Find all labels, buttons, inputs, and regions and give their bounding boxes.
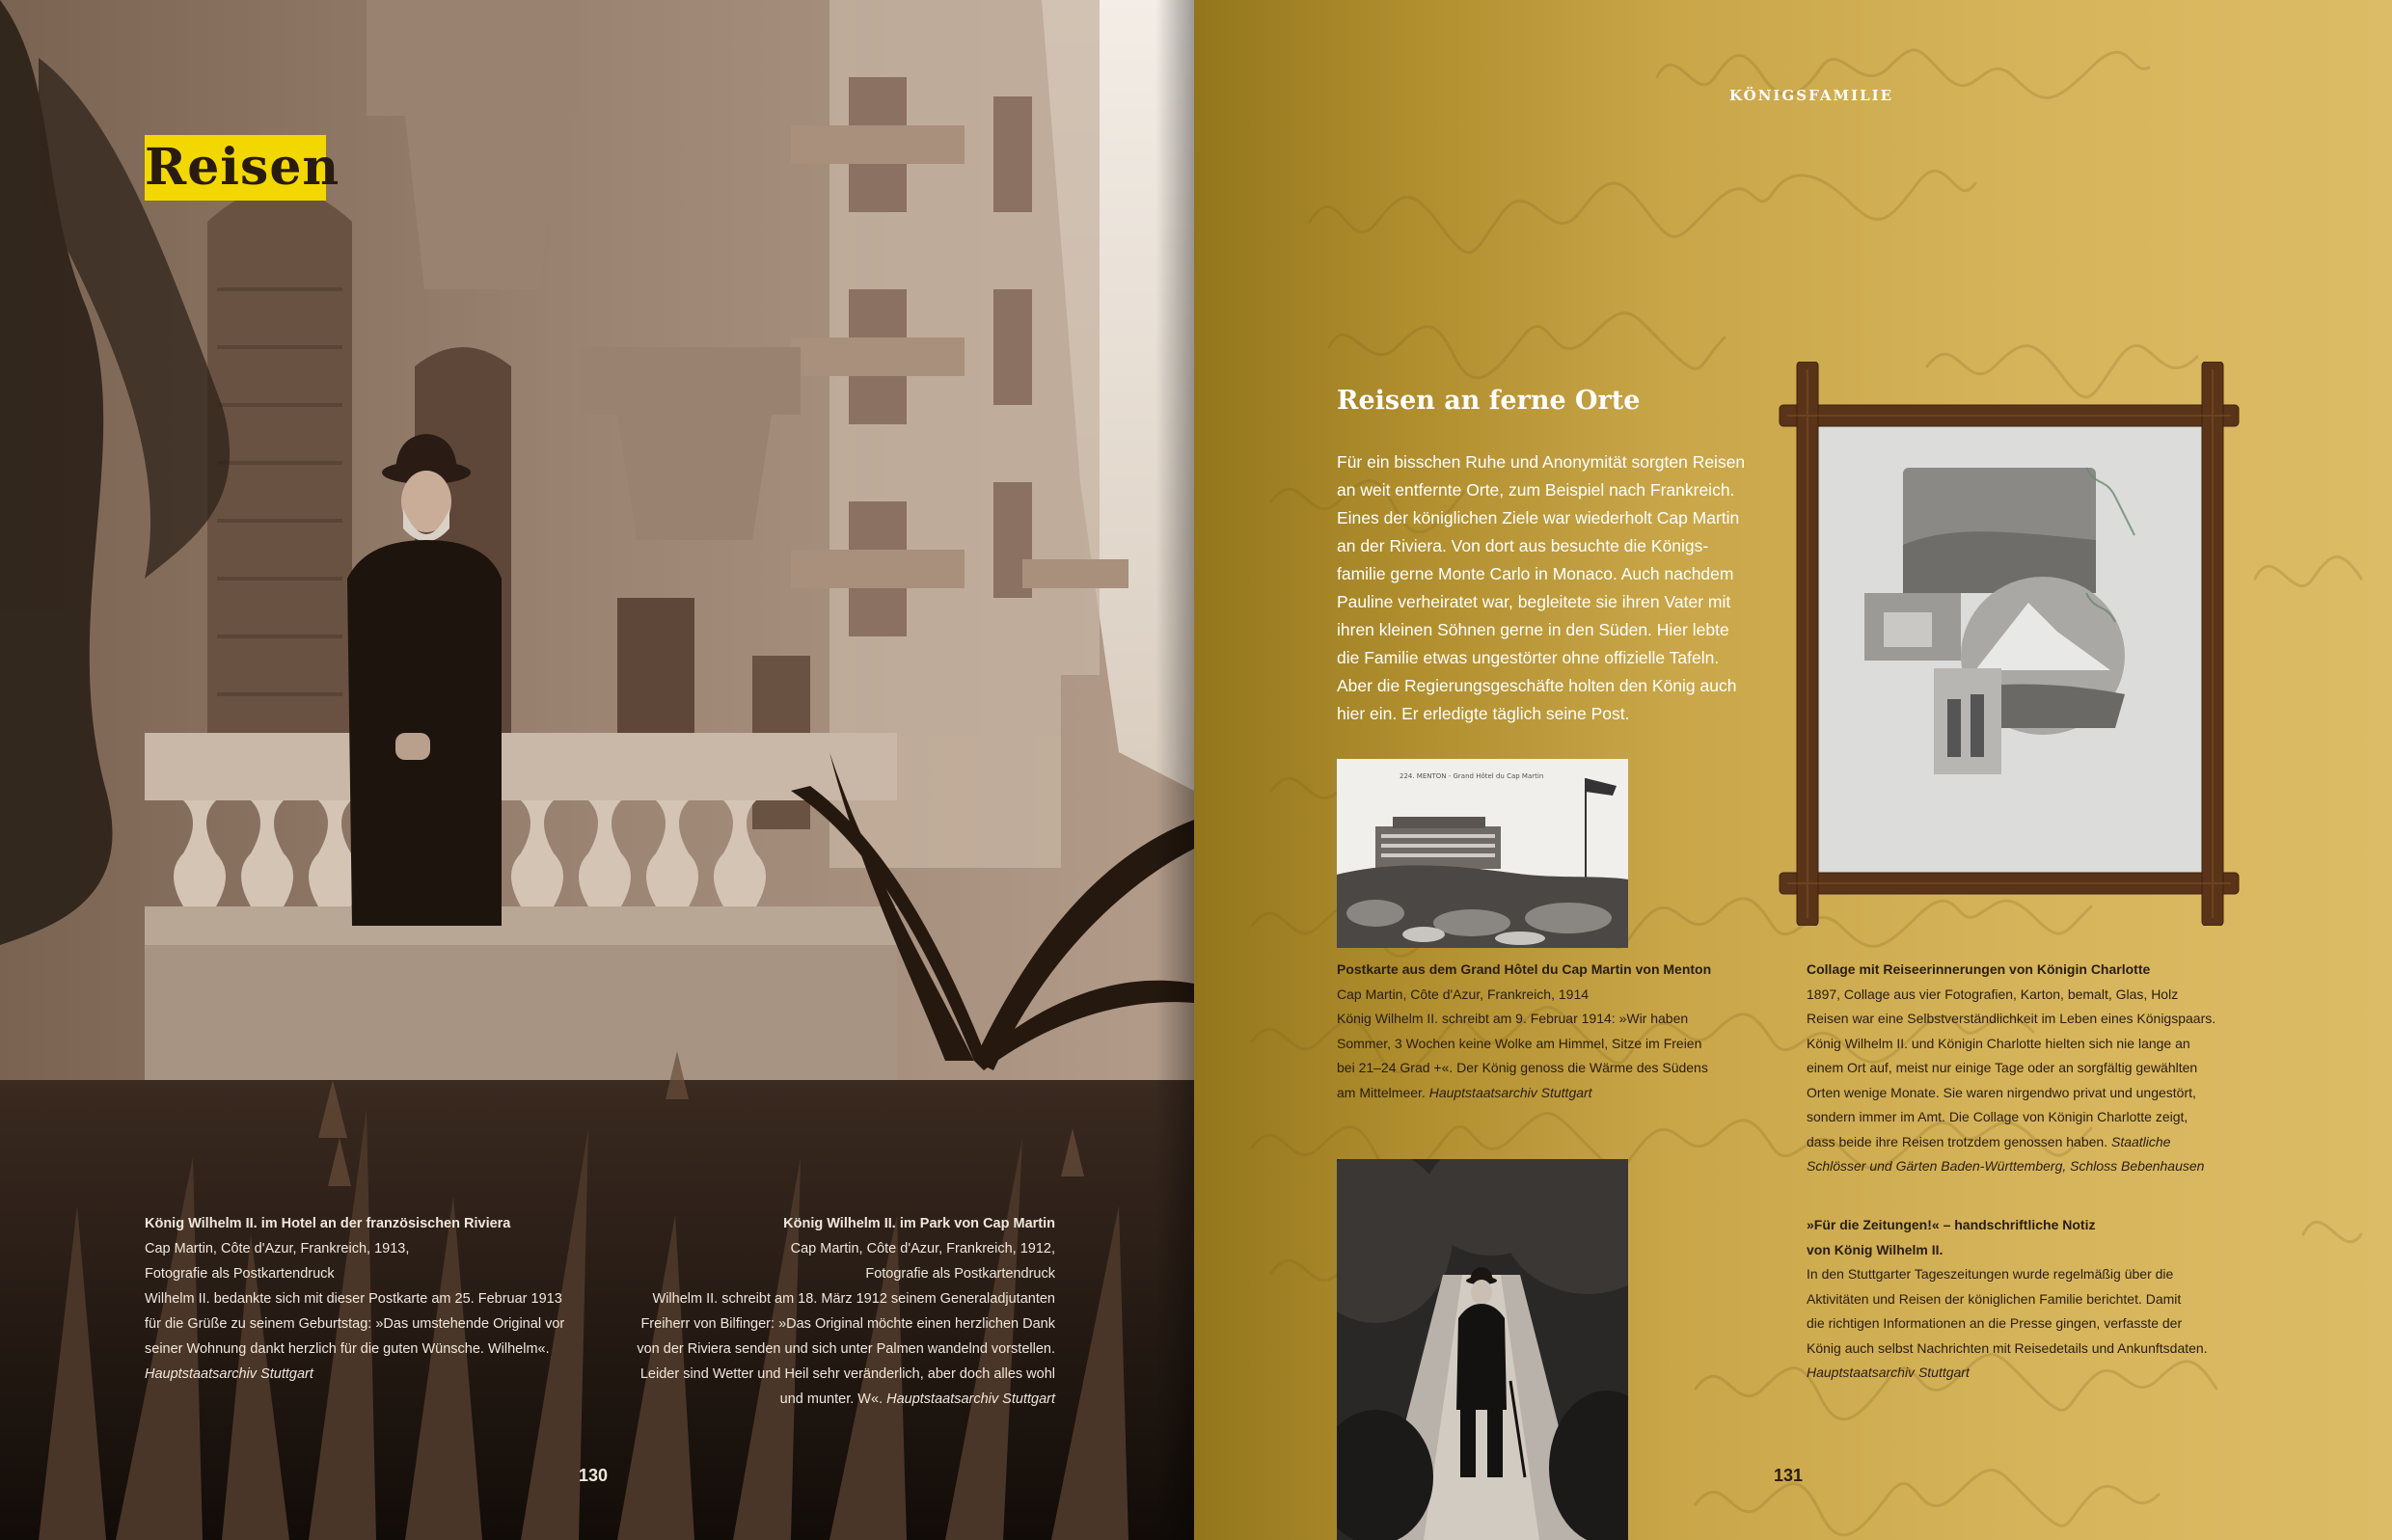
caption-source: Schlösser und Gärten Baden-Württemberg, Schloss Bebenhausen xyxy=(1807,1158,2205,1174)
article-line: Aber die Regierungsgeschäfte holten den König auch xyxy=(1337,676,1737,695)
caption-line: einem Ort auf, meist nur einige Tage oder an sorgfältig gewählten xyxy=(1807,1060,2198,1075)
right-page xyxy=(1194,0,2392,1540)
postcard-inscription: 224. MENTON - Grand Hôtel du Cap Martin xyxy=(1400,772,1544,780)
caption-line: sondern immer im Amt. Die Collage von Königin Charlotte zeigt, xyxy=(1807,1109,2188,1124)
section-label: Reisen xyxy=(145,135,326,201)
page-number: 130 xyxy=(579,1466,609,1485)
caption-line: Cap Martin, Côte d'Azur, Frankreich, 1913, xyxy=(145,1241,410,1256)
caption-line: König Wilhelm II. und Königin Charlotte hielten sich nie lange an xyxy=(1807,1035,2190,1051)
caption-line-end: und munter. W«. xyxy=(779,1391,883,1407)
caption-postcard xyxy=(1337,958,1761,1105)
caption-line xyxy=(1337,1081,1761,1106)
article-line: Für ein bisschen Ruhe und Anonymität sorgten Reisen xyxy=(1337,452,1746,472)
caption-line: von der Riviera senden und sich unter Palmen wandelnd vorstellen. xyxy=(637,1341,1055,1357)
caption-line: Cap Martin, Côte d'Azur, Frankreich, 1912, xyxy=(790,1241,1055,1256)
caption-line xyxy=(598,1387,1055,1412)
caption-line-end: am Mittelmeer. xyxy=(1337,1084,1426,1100)
caption-line: 1897, Collage aus vier Fotografien, Karton, bemalt, Glas, Holz xyxy=(1807,986,2179,1002)
article-line: familie gerne Monte Carlo in Monaco. Auch nachdem xyxy=(1337,564,1734,583)
article-body xyxy=(1337,448,1771,728)
collage-frame xyxy=(1768,362,2250,926)
caption-line: Sommer, 3 Wochen keine Wolke am Himmel, Sitze im Freien xyxy=(1337,1035,1702,1051)
caption-source: Hauptstaatsarchiv Stuttgart xyxy=(1807,1364,1970,1380)
caption-line: Wilhelm II. schreibt am 18. März 1912 seinem Generaladjutanten xyxy=(652,1291,1055,1307)
caption-line: König auch selbst Nachrichten mit Reisedetails und Ankunftsdaten. xyxy=(1807,1339,2208,1356)
article-line: die Familie etwas ungestörter ohne offizielle Tafeln. xyxy=(1337,648,1720,667)
caption-balcony xyxy=(145,1211,598,1387)
caption-title: »Für die Zeitungen!« – handschriftliche Notiz xyxy=(1807,1217,2096,1232)
caption-line xyxy=(1807,1130,2250,1155)
caption-line: Fotografie als Postkartendruck xyxy=(145,1266,335,1282)
caption-source: Hauptstaatsarchiv Stuttgart xyxy=(145,1366,313,1382)
caption-line: Cap Martin, Côte d'Azur, Frankreich, 1914 xyxy=(1337,986,1590,1002)
caption-title: König Wilhelm II. im Hotel an der französischen Riviera xyxy=(145,1216,511,1231)
caption-collage xyxy=(1807,958,2250,1179)
caption-line: Freiherr von Bilfinger: »Das Original möchte einen herzlichen Dank xyxy=(640,1316,1055,1332)
caption-park xyxy=(598,1211,1055,1412)
section-header: KÖNIGSFAMILIE xyxy=(1729,87,1894,104)
caption-line: Wilhelm II. bedankte sich mit dieser Postkarte am 25. Februar 1913 xyxy=(145,1291,562,1307)
caption-line: Aktivitäten und Reisen der königlichen Familie berichtet. Damit xyxy=(1807,1290,2182,1307)
caption-line: König Wilhelm II. schreibt am 9. Februar 1914: »Wir haben xyxy=(1337,1011,1689,1026)
gutter-shadow xyxy=(1155,0,1194,1540)
park-photo xyxy=(1337,1159,1628,1540)
caption-line: Reisen war eine Selbstverständlichkeit im Leben eines Königspaars. xyxy=(1807,1011,2216,1026)
article-line: ihren kleinen Söhnen gerne in den Süden. Hier lebte xyxy=(1337,620,1729,639)
caption-source: Hauptstaatsarchiv Stuttgart xyxy=(886,1391,1055,1407)
caption-line: Orten wenige Monate. Sie waren nirgendwo privat und ungestört, xyxy=(1807,1084,2196,1100)
article-title: Reisen an ferne Orte xyxy=(1337,386,1641,416)
article-line: an weit entfernte Orte, zum Beispiel nach Frankreich. xyxy=(1337,480,1735,500)
caption-line: In den Stuttgarter Tageszeitungen wurde regelmäßig über die xyxy=(1807,1266,2174,1282)
caption-line: die richtigen Informationen an die Presse gingen, verfasste der xyxy=(1807,1315,2183,1331)
article-line: Eines der königlichen Ziele war wiederholt Cap Martin xyxy=(1337,508,1740,527)
article-line: hier ein. Er erledigte täglich seine Post. xyxy=(1337,704,1630,723)
caption-line: Fotografie als Postkartendruck xyxy=(865,1266,1055,1282)
caption-source: Hauptstaatsarchiv Stuttgart xyxy=(1428,1084,1592,1100)
caption-line: für die Grüße zu seinem Geburtstag: »Das umstehende Original vor xyxy=(145,1316,565,1332)
caption-line-end: dass beide ihre Reisen trotzdem genossen haben. xyxy=(1807,1133,2108,1149)
caption-line: Leider sind Wetter und Heil sehr veränderlich, aber doch alles wohl xyxy=(639,1366,1055,1382)
caption-title: von König Wilhelm II. xyxy=(1807,1241,1944,1257)
caption-line: seiner Wohnung dankt herzlich für die guten Wünsche. Wilhelm«. xyxy=(145,1341,550,1357)
article-line: an der Riviera. Von dort aus besuchte die Königs- xyxy=(1337,536,1709,555)
caption-title: Collage mit Reiseerinnerungen von Königin Charlotte xyxy=(1807,961,2151,977)
article-line: Pauline verheiratet war, begleitete sie ihren Vater mit xyxy=(1337,592,1731,611)
page-number: 131 xyxy=(1774,1466,1804,1485)
caption-source: Staatliche xyxy=(2110,1133,2171,1149)
left-page xyxy=(0,0,1194,1540)
postcard-photo xyxy=(1337,759,1628,948)
caption-title: Postkarte aus dem Grand Hôtel du Cap Martin von Menton xyxy=(1337,961,1712,977)
caption-handwritten-note xyxy=(1807,1213,2250,1386)
caption-line: bei 21–24 Grad +«. Der König genoss die Wärme des Südens xyxy=(1337,1060,1708,1075)
caption-title: König Wilhelm II. im Park von Cap Martin xyxy=(783,1216,1055,1231)
